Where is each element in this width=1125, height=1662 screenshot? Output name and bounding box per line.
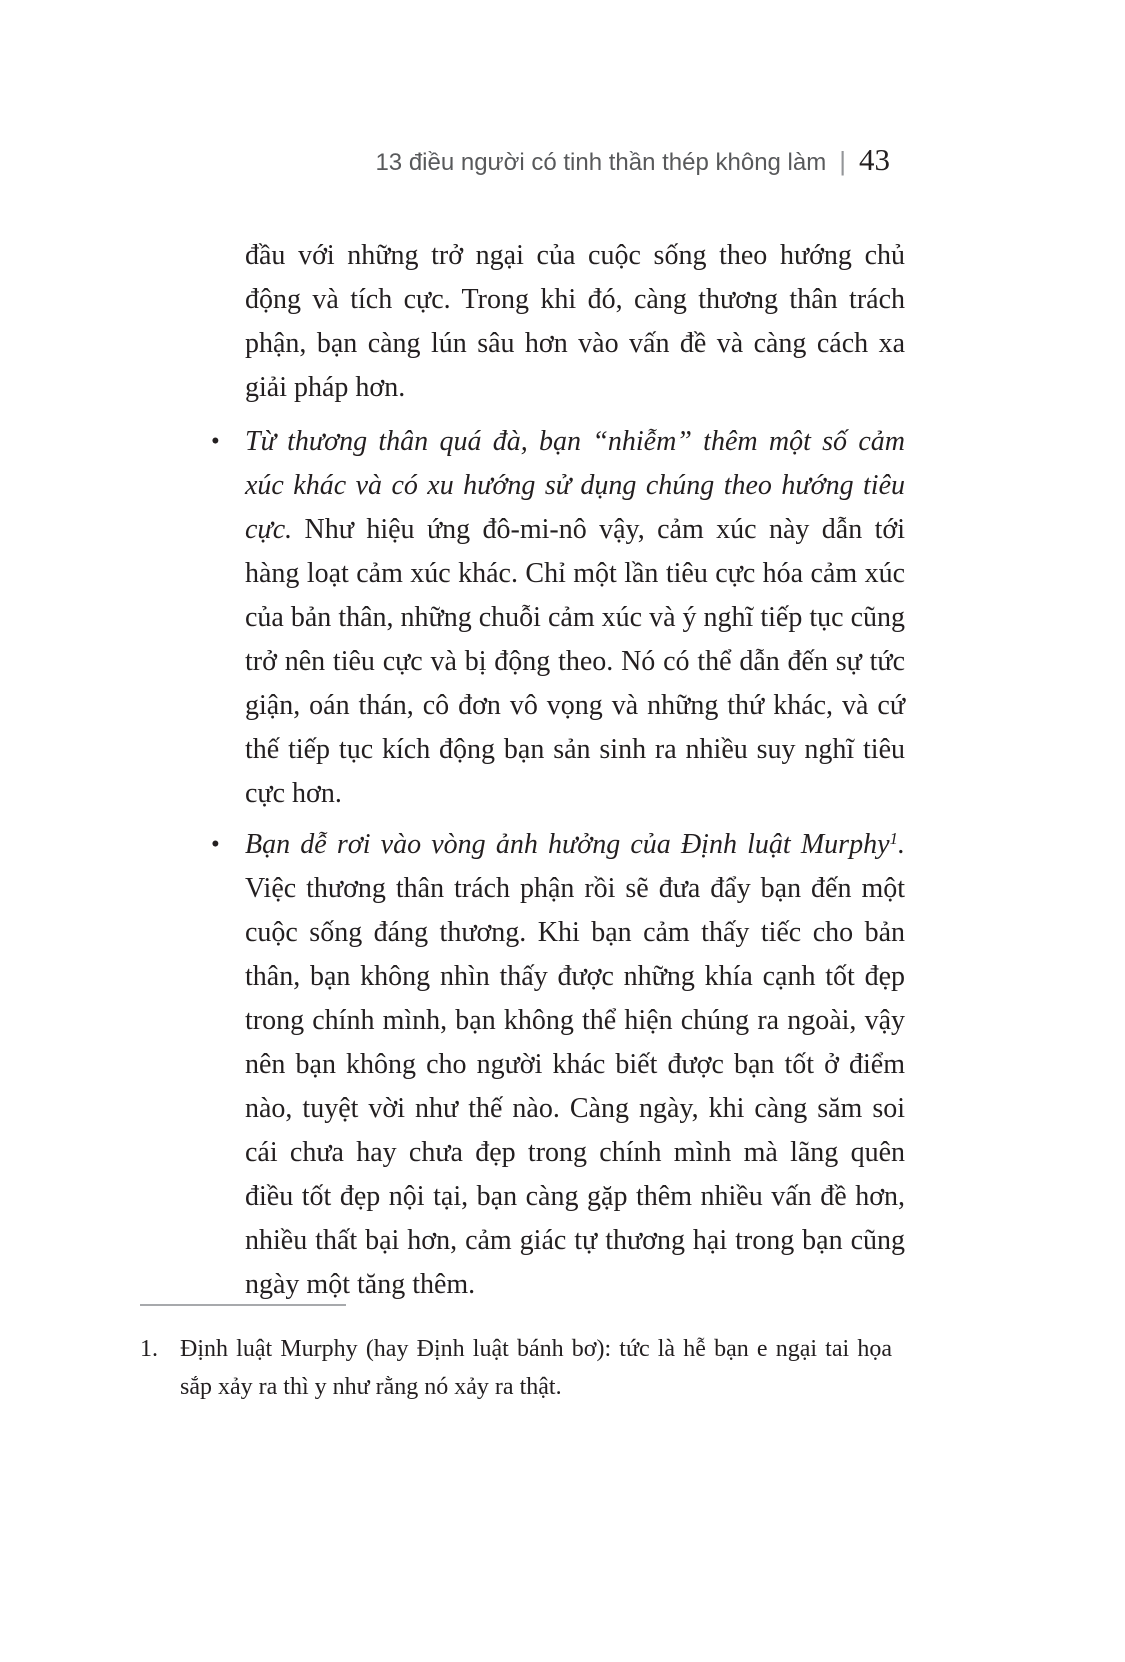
running-head [100, 142, 890, 178]
footnote-rule [140, 1304, 346, 1306]
bullet-lead-italic: Từ thương thân quá đà, bạn “nhiễm” thêm một số cảm xúc khác và có xu hướng sử dụng chúng theo hướng tiêu cực. [245, 426, 905, 545]
footnote-reference: 1 [889, 829, 898, 848]
running-head-title: 13 điều người có tinh thần thép không làm [375, 149, 827, 176]
bullet-rest-text: Như hiệu ứng đô-mi-nô vậy, cảm xúc này dẫn tới hàng loạt cảm xúc khác. Chỉ một lần tiêu cực hóa cảm xúc của bản thân, những chuỗi cảm xúc và ý nghĩ tiếp tục cũng trở nên tiêu cực và bị động theo. Nó có thể dẫn đến sự tức giận, oán thán, cô đơn vô vọng và những thứ khác, và cứ thế tiếp tục kích động bạn sản sinh ra nhiều suy nghĩ tiêu cực hơn. [245, 514, 905, 809]
bullet-rest-text: Việc thương thân trách phận rồi sẽ đưa đẩy bạn đến một cuộc sống đáng thương. Khi bạn cảm thấy tiếc cho bản thân, bạn không nhìn thấy được những khía cạnh tốt đẹp trong chính mình, bạn không thể hiện chúng ra ngoài, vậy nên bạn không cho người khác biết được bạn tốt ở điểm nào, tuyệt vời như thế nào. Càng ngày, khi càng săm soi cái chưa hay chưa đẹp trong chính mình mà lãng quên điều tốt đẹp nội tại, bạn càng gặp thêm nhiều vấn đề hơn, nhiều thất bại hơn, cảm giác tự thương hại trong bạn cũng ngày một tăng thêm. [245, 873, 905, 1300]
bullet-marker: • [211, 831, 220, 858]
footnote-block [140, 1304, 892, 1406]
footnote-number: 1. [140, 1336, 158, 1362]
bullet-item [211, 420, 905, 816]
bullet-item [211, 823, 905, 1307]
bullet-lead-text: Bạn dễ rơi vào vòng ảnh hưởng của Định luật Murphy [245, 829, 890, 860]
body-text [211, 234, 905, 1314]
bullet-marker: • [211, 428, 220, 455]
running-head-separator: | [839, 146, 846, 176]
page-number: 43 [859, 142, 890, 177]
footnote [140, 1330, 892, 1406]
opening-paragraph: đầu với những trở ngại của cuộc sống theo hướng chủ động và tích cực. Trong khi đó, càng thương thân trách phận, bạn càng lún sâu hơn vào vấn đề và càng cách xa giải pháp hơn. [245, 240, 905, 403]
footnote-text: Định luật Murphy (hay Định luật bánh bơ): tức là hễ bạn e ngại tai họa sắp xảy ra thì y như rằng nó xảy ra thật. [180, 1336, 892, 1400]
bullet-lead-italic [245, 829, 905, 860]
bullet-lead-period: . [898, 829, 905, 860]
